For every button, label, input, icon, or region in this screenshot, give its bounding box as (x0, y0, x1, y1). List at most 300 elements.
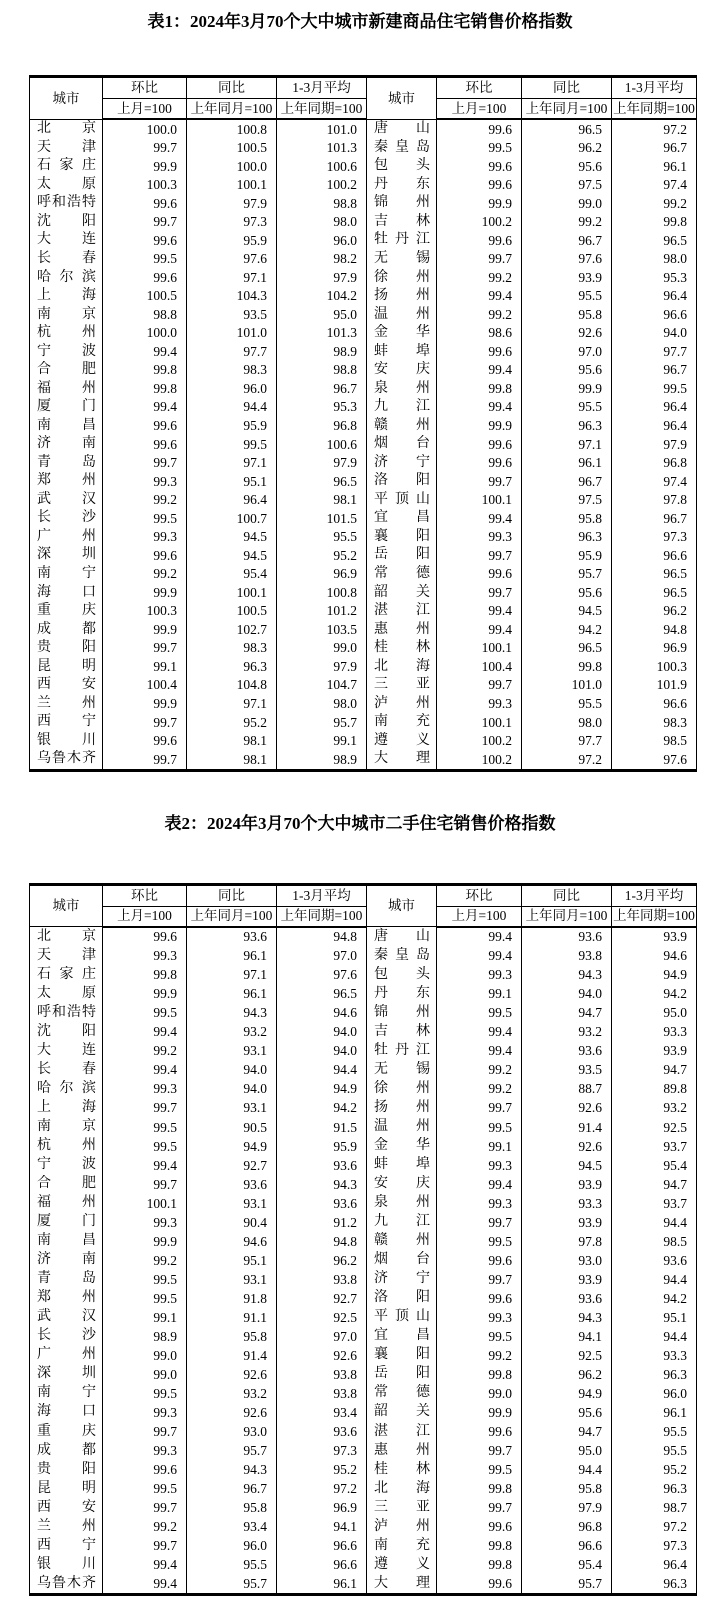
index-value: 93.1 (187, 1194, 277, 1213)
index-value: 96.6 (612, 305, 697, 324)
header-mom-left: 环比 (103, 77, 187, 99)
index-value: 93.6 (277, 1422, 367, 1441)
index-value: 99.6 (437, 1289, 522, 1308)
index-value: 101.3 (277, 139, 367, 158)
city-name: 唐山 (367, 119, 437, 139)
index-value: 100.5 (187, 139, 277, 158)
index-value: 99.7 (437, 250, 522, 269)
table-row (30, 324, 697, 343)
index-value: 95.2 (187, 713, 277, 732)
index-value: 101.0 (277, 119, 367, 139)
index-value: 93.2 (522, 1023, 612, 1042)
city-name: 泸州 (367, 1517, 437, 1536)
index-value: 99.4 (437, 927, 522, 947)
city-name: 大连 (30, 1042, 103, 1061)
city-name: 秦皇岛 (367, 947, 437, 966)
city-name: 烟台 (367, 435, 437, 454)
index-value: 99.7 (103, 1422, 187, 1441)
city-name: 吉林 (367, 213, 437, 232)
index-value: 93.9 (522, 268, 612, 287)
header-avg-left: 1-3月平均 (277, 884, 367, 906)
index-value: 95.6 (522, 1403, 612, 1422)
index-value: 97.1 (187, 268, 277, 287)
index-value: 96.2 (522, 139, 612, 158)
header-mom-left: 环比 (103, 884, 187, 906)
city-name: 太原 (30, 985, 103, 1004)
index-value: 95.3 (277, 398, 367, 417)
table-row (30, 398, 697, 417)
index-value: 97.4 (612, 472, 697, 491)
index-value: 96.4 (612, 1555, 697, 1574)
index-value: 100.6 (277, 157, 367, 176)
city-name: 上海 (30, 287, 103, 306)
city-name: 郑州 (30, 472, 103, 491)
table-row (30, 1156, 697, 1175)
index-value: 99.9 (437, 417, 522, 436)
city-name: 扬州 (367, 1099, 437, 1118)
index-value: 96.7 (277, 379, 367, 398)
index-value: 98.1 (187, 750, 277, 770)
index-value: 99.4 (103, 1023, 187, 1042)
index-value: 92.6 (187, 1403, 277, 1422)
index-value: 99.0 (522, 194, 612, 213)
city-name: 呼和浩特 (30, 194, 103, 213)
index-value: 91.4 (187, 1346, 277, 1365)
table-row (30, 194, 697, 213)
table-row (30, 305, 697, 324)
index-value: 93.6 (277, 1156, 367, 1175)
index-value: 97.3 (612, 528, 697, 547)
index-value: 94.4 (187, 398, 277, 417)
index-value: 99.4 (103, 1156, 187, 1175)
table2-header (30, 884, 697, 927)
index-value: 99.4 (437, 1175, 522, 1194)
index-value: 98.3 (612, 713, 697, 732)
index-value: 99.5 (103, 1479, 187, 1498)
index-value: 99.4 (103, 342, 187, 361)
index-value: 97.0 (522, 342, 612, 361)
index-value: 99.5 (437, 1460, 522, 1479)
index-value: 99.0 (103, 1365, 187, 1384)
index-value: 95.6 (522, 361, 612, 380)
index-value: 94.0 (522, 985, 612, 1004)
index-value: 95.1 (187, 472, 277, 491)
index-value: 89.8 (612, 1080, 697, 1099)
index-value: 96.7 (522, 231, 612, 250)
city-name: 唐山 (367, 927, 437, 947)
index-value: 100.2 (437, 750, 522, 770)
index-value: 92.5 (277, 1308, 367, 1327)
table-row (30, 417, 697, 436)
index-value: 97.6 (612, 750, 697, 770)
index-value: 99.6 (103, 435, 187, 454)
index-value: 99.2 (437, 305, 522, 324)
index-value: 95.8 (187, 1327, 277, 1346)
table-row (30, 985, 697, 1004)
index-value: 93.0 (187, 1422, 277, 1441)
index-value: 93.5 (187, 305, 277, 324)
index-value: 96.2 (612, 602, 697, 621)
index-value: 97.2 (612, 1517, 697, 1536)
city-name: 济宁 (367, 1270, 437, 1289)
index-value: 95.9 (187, 231, 277, 250)
city-name: 大理 (367, 750, 437, 770)
index-value: 96.9 (277, 565, 367, 584)
table-row (30, 157, 697, 176)
index-value: 100.3 (612, 657, 697, 676)
index-value: 94.7 (522, 1422, 612, 1441)
city-name: 天津 (30, 947, 103, 966)
index-value: 99.7 (103, 139, 187, 158)
index-value: 101.9 (612, 676, 697, 695)
index-value: 97.9 (612, 435, 697, 454)
index-value: 99.4 (437, 1023, 522, 1042)
index-value: 100.5 (103, 287, 187, 306)
index-value: 90.4 (187, 1213, 277, 1232)
index-value: 96.3 (612, 1574, 697, 1595)
index-value: 99.1 (437, 985, 522, 1004)
city-name: 南宁 (30, 565, 103, 584)
index-value: 93.5 (522, 1061, 612, 1080)
table-row (30, 546, 697, 565)
header-yoy-right: 同比 (522, 77, 612, 99)
table-row (30, 454, 697, 473)
index-value: 94.7 (612, 1061, 697, 1080)
table1-new-home-price-index (29, 75, 697, 772)
city-name: 平顶山 (367, 1308, 437, 1327)
table-row (30, 1289, 697, 1308)
index-value: 101.2 (277, 602, 367, 621)
index-value: 93.8 (522, 947, 612, 966)
table-row (30, 750, 697, 770)
index-value: 99.3 (103, 947, 187, 966)
table-row (30, 213, 697, 232)
index-value: 99.0 (437, 1384, 522, 1403)
index-value: 94.0 (277, 1042, 367, 1061)
table-row (30, 732, 697, 751)
index-value: 95.0 (522, 1441, 612, 1460)
city-name: 太原 (30, 176, 103, 195)
index-value: 99.8 (437, 379, 522, 398)
index-value: 99.5 (103, 1004, 187, 1023)
index-value: 97.7 (522, 732, 612, 751)
header-row-main (30, 77, 697, 99)
index-value: 95.2 (277, 1460, 367, 1479)
city-name: 济南 (30, 435, 103, 454)
city-name: 襄阳 (367, 528, 437, 547)
city-name: 牡丹江 (367, 1042, 437, 1061)
city-name: 福州 (30, 1194, 103, 1213)
index-value: 95.3 (612, 268, 697, 287)
table-row (30, 176, 697, 195)
index-value: 99.3 (103, 1403, 187, 1422)
city-name: 沈阳 (30, 1023, 103, 1042)
index-value: 96.5 (277, 985, 367, 1004)
index-value: 94.0 (612, 324, 697, 343)
index-value: 100.1 (437, 491, 522, 510)
index-value: 94.5 (187, 528, 277, 547)
table-row (30, 1118, 697, 1137)
index-value: 99.6 (103, 927, 187, 947)
index-value: 98.8 (103, 305, 187, 324)
index-value: 96.3 (522, 528, 612, 547)
city-name: 九江 (367, 398, 437, 417)
city-name: 平顶山 (367, 491, 437, 510)
table-row (30, 1137, 697, 1156)
index-value: 93.6 (277, 1194, 367, 1213)
city-name: 昆明 (30, 657, 103, 676)
index-value: 95.7 (277, 713, 367, 732)
index-value: 96.6 (612, 694, 697, 713)
index-value: 100.0 (103, 119, 187, 139)
index-value: 97.1 (187, 454, 277, 473)
city-name: 温州 (367, 305, 437, 324)
city-name: 哈尔滨 (30, 268, 103, 287)
index-value: 95.2 (277, 546, 367, 565)
city-name: 蚌埠 (367, 1156, 437, 1175)
index-value: 93.4 (277, 1403, 367, 1422)
index-value: 99.5 (103, 1289, 187, 1308)
index-value: 99.4 (437, 947, 522, 966)
index-value: 97.9 (277, 268, 367, 287)
table-row (30, 1042, 697, 1061)
city-name: 桂林 (367, 1460, 437, 1479)
table-row (30, 676, 697, 695)
index-value: 99.5 (437, 1232, 522, 1251)
index-value: 96.5 (612, 583, 697, 602)
index-value: 91.5 (277, 1118, 367, 1137)
index-value: 99.6 (437, 435, 522, 454)
index-value: 96.1 (277, 1574, 367, 1595)
index-value: 104.3 (187, 287, 277, 306)
index-value: 100.4 (103, 676, 187, 695)
index-value: 99.7 (437, 546, 522, 565)
index-value: 97.1 (187, 694, 277, 713)
index-value: 96.4 (612, 287, 697, 306)
index-value: 94.0 (187, 1061, 277, 1080)
table-row (30, 139, 697, 158)
index-value: 97.9 (277, 657, 367, 676)
index-value: 99.1 (277, 732, 367, 751)
table-row (30, 1213, 697, 1232)
table-row (30, 1308, 697, 1327)
city-name: 武汉 (30, 491, 103, 510)
table-row (30, 1080, 697, 1099)
table-row (30, 1251, 697, 1270)
city-name: 包头 (367, 966, 437, 985)
index-value: 96.4 (187, 491, 277, 510)
city-name: 金华 (367, 324, 437, 343)
header-yoy-base-right: 上年同月=100 (522, 906, 612, 927)
table-row (30, 379, 697, 398)
index-value: 99.2 (103, 1251, 187, 1270)
index-value: 99.8 (522, 657, 612, 676)
index-value: 100.3 (103, 602, 187, 621)
index-value: 97.2 (612, 119, 697, 139)
city-name: 锦州 (367, 1004, 437, 1023)
index-value: 94.7 (522, 1004, 612, 1023)
index-value: 97.0 (277, 1327, 367, 1346)
index-value: 95.9 (277, 1137, 367, 1156)
index-value: 99.6 (437, 176, 522, 195)
city-name: 济南 (30, 1251, 103, 1270)
index-value: 99.0 (277, 639, 367, 658)
index-value: 96.1 (187, 985, 277, 1004)
index-value: 94.7 (612, 1175, 697, 1194)
table-row (30, 713, 697, 732)
index-value: 97.9 (277, 454, 367, 473)
table-row (30, 1346, 697, 1365)
index-value: 96.8 (522, 1517, 612, 1536)
table-row (30, 1517, 697, 1536)
index-value: 99.7 (103, 1536, 187, 1555)
header-yoy-left: 同比 (187, 884, 277, 906)
table-row (30, 1099, 697, 1118)
index-value: 99.7 (437, 1441, 522, 1460)
index-value: 98.0 (277, 213, 367, 232)
header-city-left: 城市 (30, 77, 103, 120)
index-value: 93.3 (522, 1194, 612, 1213)
index-value: 98.9 (277, 750, 367, 770)
table2-body (30, 927, 697, 1595)
city-name: 呼和浩特 (30, 1004, 103, 1023)
index-value: 99.6 (103, 417, 187, 436)
index-value: 99.4 (103, 1555, 187, 1574)
table1-header (30, 77, 697, 120)
header-yoy-base-left: 上年同月=100 (187, 906, 277, 927)
index-value: 94.8 (277, 927, 367, 947)
city-name: 银川 (30, 1555, 103, 1574)
table-row (30, 472, 697, 491)
index-value: 98.0 (612, 250, 697, 269)
table-row (30, 1555, 697, 1574)
index-value: 95.1 (187, 1251, 277, 1270)
city-name: 北海 (367, 657, 437, 676)
city-name: 长沙 (30, 1327, 103, 1346)
index-value: 93.0 (522, 1251, 612, 1270)
city-name: 沈阳 (30, 213, 103, 232)
index-value: 104.2 (277, 287, 367, 306)
city-name: 三亚 (367, 1498, 437, 1517)
index-value: 99.4 (437, 1042, 522, 1061)
index-value: 99.8 (437, 1479, 522, 1498)
table-row (30, 1403, 697, 1422)
index-value: 95.5 (612, 1422, 697, 1441)
city-name: 福州 (30, 379, 103, 398)
index-value: 94.1 (522, 1327, 612, 1346)
city-name: 厦门 (30, 398, 103, 417)
index-value: 99.5 (612, 379, 697, 398)
index-value: 99.4 (103, 398, 187, 417)
header-avg-right: 1-3月平均 (612, 884, 697, 906)
index-value: 101.3 (277, 324, 367, 343)
city-name: 无锡 (367, 1061, 437, 1080)
index-value: 93.7 (612, 1194, 697, 1213)
index-value: 99.6 (437, 1251, 522, 1270)
index-value: 99.6 (103, 1460, 187, 1479)
index-value: 99.9 (522, 379, 612, 398)
index-value: 100.6 (277, 435, 367, 454)
index-value: 99.5 (437, 1327, 522, 1346)
city-name: 秦皇岛 (367, 139, 437, 158)
table-row (30, 639, 697, 658)
city-name: 宁波 (30, 342, 103, 361)
index-value: 94.4 (612, 1327, 697, 1346)
city-name: 宜昌 (367, 509, 437, 528)
city-name: 洛阳 (367, 472, 437, 491)
index-value: 99.7 (103, 1099, 187, 1118)
city-name: 兰州 (30, 1517, 103, 1536)
index-value: 96.0 (187, 379, 277, 398)
city-name: 金华 (367, 1137, 437, 1156)
table-row (30, 1422, 697, 1441)
index-value: 95.4 (187, 565, 277, 584)
city-name: 成都 (30, 620, 103, 639)
index-value: 100.0 (187, 157, 277, 176)
index-value: 93.6 (522, 1289, 612, 1308)
index-value: 99.6 (437, 1422, 522, 1441)
city-name: 广州 (30, 528, 103, 547)
index-value: 92.6 (187, 1365, 277, 1384)
index-value: 97.9 (187, 194, 277, 213)
index-value: 92.6 (522, 1137, 612, 1156)
city-name: 烟台 (367, 1251, 437, 1270)
index-value: 91.4 (522, 1118, 612, 1137)
index-value: 98.2 (277, 250, 367, 269)
index-value: 101.0 (522, 676, 612, 695)
city-name: 合肥 (30, 1175, 103, 1194)
index-value: 100.2 (437, 732, 522, 751)
index-value: 93.9 (612, 927, 697, 947)
index-value: 100.1 (187, 176, 277, 195)
index-value: 94.5 (522, 1156, 612, 1175)
table-row (30, 342, 697, 361)
index-value: 94.8 (277, 1232, 367, 1251)
city-name: 南昌 (30, 1232, 103, 1251)
city-name: 常德 (367, 1384, 437, 1403)
header-avg-base-right: 上年同期=100 (612, 906, 697, 927)
table-row (30, 1536, 697, 1555)
city-name: 北海 (367, 1479, 437, 1498)
city-name: 遵义 (367, 1555, 437, 1574)
index-value: 95.5 (522, 287, 612, 306)
table-row (30, 583, 697, 602)
city-name: 青岛 (30, 454, 103, 473)
index-value: 96.5 (612, 231, 697, 250)
index-value: 99.6 (437, 342, 522, 361)
index-value: 97.8 (522, 1232, 612, 1251)
index-value: 99.2 (103, 1517, 187, 1536)
city-name: 海口 (30, 1403, 103, 1422)
index-value: 99.7 (437, 472, 522, 491)
index-value: 94.9 (612, 966, 697, 985)
index-value: 99.2 (437, 1061, 522, 1080)
index-value: 99.2 (103, 565, 187, 584)
index-value: 94.0 (277, 1023, 367, 1042)
index-value: 94.2 (612, 985, 697, 1004)
index-value: 99.7 (103, 213, 187, 232)
index-value: 99.3 (103, 1441, 187, 1460)
index-value: 91.1 (187, 1308, 277, 1327)
index-value: 99.5 (437, 1118, 522, 1137)
index-value: 93.9 (522, 1213, 612, 1232)
city-name: 合肥 (30, 361, 103, 380)
index-value: 94.4 (612, 1270, 697, 1289)
city-name: 湛江 (367, 1422, 437, 1441)
index-value: 94.3 (187, 1004, 277, 1023)
index-value: 100.8 (277, 583, 367, 602)
table-row (30, 1061, 697, 1080)
